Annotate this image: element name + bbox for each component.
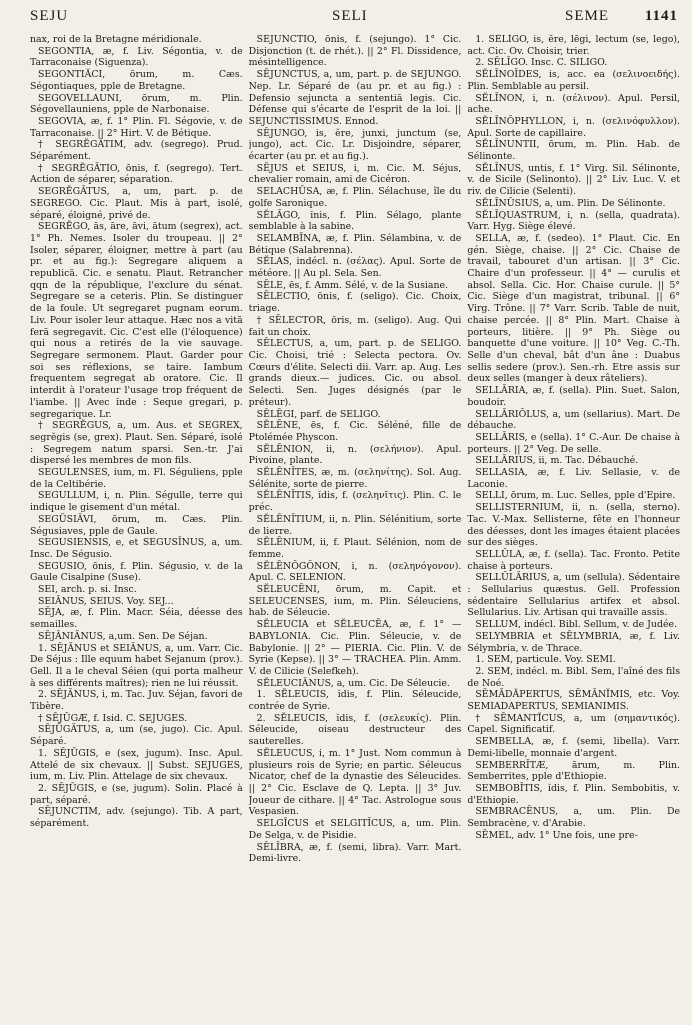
dictionary-entry: SĔLĒNĪTIS, ĭdis, f. (σεληνῖτις). Plin. C. le préc. (248, 490, 462, 514)
dictionary-entry: SĒLĒGI, parf. de SELIGO. (256, 408, 381, 420)
column-right (467, 34, 680, 1019)
dictionary-entry: SEGONTIĂCI, ōrum, m. Cæs. Ségontiaques, pple de Bretagne. (30, 69, 243, 92)
dictionary-entry: SEGULENSES, ium, m. Fl. Séguliens, pple de la Celtibérie. (30, 467, 243, 490)
dictionary-entry: 2. SĒJŪGIS, e (se, jugum). Solin. Placé à part, séparé. (30, 783, 243, 806)
dictionary-entry: SEGŪSIĀVI, ōrum, m. Cæs. Plin. Ségusiaves, pple de Gaule. (30, 513, 243, 537)
dictionary-entry: SELLASIA, æ, f. Liv. Sellasie, v. de Laconie. (467, 467, 681, 490)
dictionary-entry: SEGULLUM, i, n. Plin. Ségulle, terre qui indique le gisement d'un métal. (30, 490, 243, 514)
dictionary-entry: SEI, arch. p. si. Insc. (38, 584, 137, 596)
dictionary-entry: 2. SĒJĀNUS, i, m. Tac. Juv. Séjan, favori de Tibère. (30, 689, 243, 713)
dictionary-entry: SELYMBRIA et SĒLYMBRIA, æ, f. Liv. Sélymbria, v. de Thrace. (467, 630, 681, 654)
dictionary-entry: SĔLEUCUS, i, m. 1° Just. Nom commun à plusieurs rois de Syrie; en partic. Séleucus Nicator, chef de la dynastie des Séleucides. || 2° Cic. Esclave de Q. Lepta. || 3° Juv. Joueur de cithare. || 4° Tac. Astrologue sous Vespasien. (248, 747, 462, 818)
dictionary-entry: SĔLAS, indécl. n. (σέλας). Apul. Sorte de météore. || Au pl. Sela. Sen. (248, 256, 462, 280)
dictionary-entry: SELLĀRIUS, ii, m. Tac. Débauché. (475, 455, 639, 467)
page-number: 1141 (644, 8, 678, 24)
dictionary-entry: † SĒJŪGÆ, f. Isid. C. SEJUGES. (38, 712, 188, 724)
dictionary-entry: SELAMBĪNA, æ, f. Plin. Sélambina, v. de Bétique (Salabrenna). (248, 232, 462, 256)
dictionary-entry: 2. SĔLEUCIS, ĭdis, f. (σελευκίς). Plin. Séleucide, oiseau destructeur des sauterelles. (248, 712, 462, 748)
dictionary-entry: SĔLĪNUNTII, ōrum, m. Plin. Hab. de Sélinonte. (467, 139, 681, 163)
dictionary-entry: SELLŬLA, æ, f. (sella). Tac. Fronto. Petite chaise à porteurs. (467, 548, 681, 572)
dictionary-entry: SELLĀRIA, æ, f. (sella). Plin. Suet. Salon, boudoir. (467, 385, 681, 408)
dictionary-entry: SELLISTERNIUM, ii, n. (sella, sterno). Tac. V.-Max. Sellisterne, fête en l'honneur des déesses, dont les images étaient placées sur des sièges. (467, 502, 681, 549)
dictionary-entry: SĒJŪGĀTUS, a, um (se, jugo). Cic. Apul. Séparé. (30, 724, 243, 748)
dictionary-entry: 1. SĒLĪGO, is, ĕre, lēgi, lectum (se, lego), act. Cic. Ov. Choisir, trier. (467, 34, 681, 57)
dictionary-entry: † SĒMANTĬCUS, a, um (σημαντικός). Capel. Significatif. (467, 712, 681, 736)
dictionary-entry: SELLUM, indécl. Bibl. Sellum, v. de Judée. (475, 619, 678, 631)
dictionary-entry: SELLŬLĀRIUS, a, um (sellula). Sédentaire : Sellularius quæstus. Gell. Profession sédentaire Sellularius artifex et absol. Sellularius. Liv. Artisan qui travaille assis. (467, 572, 681, 619)
dictionary-entry: SĔLĒNE, ēs, f. Cic. Séléné, fille de Ptolémée Physcon. (248, 420, 462, 443)
dictionary-entry: SEMBERRĪTÆ, ārum, m. Plin. Semberrites, pple d'Ethiopie. (467, 759, 681, 783)
dictionary-entry: SĔLĪNON, i, n. (σέλινον). Apul. Persil, ache. (467, 92, 681, 116)
dictionary-entry: SEGONTIA, æ, f. Liv. Ségontia, v. de Tarraconaise (Siguenza). (30, 45, 243, 69)
dictionary-entry: SĔLEUCIA et SĔLEUCĒA, æ, f. 1° — BABYLONIA. Cic. Plin. Séleucie, v. de Babylonie. || 2° — PIERIA. Cic. Plin. V. de Syrie (Kepse). || 3° — TRACHEA. Plin. Amm. V. de Cilicie (Selefkeh). (248, 619, 462, 677)
left-running-head: SEJU (30, 8, 69, 24)
dictionary-entry: SĔLĒNĪTES, æ, m. (σεληνίτης). Sol. Aug. Sélénite, sorte de pierre. (248, 467, 462, 490)
dictionary-body (30, 34, 680, 1019)
dictionary-entry: 1. SĒJĀNUS et SEIĀNUS, a, um. Varr. Cic. De Séjus : Ille equum habet Sejanum (prov.). Gell. Il a le cheval Séien (qui porta malheur à ses différents maîtres); rien ne lui réussit. (30, 642, 243, 689)
column-middle (249, 34, 462, 1019)
dictionary-entry: SĒJA, æ, f. Plin. Macr. Séia, déesse des semailles. (30, 607, 243, 631)
dictionary-entry: SEMBOBĪTIS, ĭdis, f. Plin. Sembobitis, v. d'Ethiopie. (467, 783, 681, 806)
dictionary-entry: 1. SEM, particule. Voy. SEMI. (475, 654, 616, 666)
dictionary-entry: SĔLĒNĪTIUM, ii, n. Plin. Sélénitium, sorte de lierre. (248, 513, 462, 537)
dictionary-entry: SEGOVELLAUNI, ōrum, m. Plin. Ségovellauniens, pple de Narbonaise. (30, 92, 243, 116)
dictionary-entry: SEIĀNUS, SEIUS. Voy. SEJ... (38, 595, 174, 607)
dictionary-entry: SEGUSIO, ōnis, f. Plin. Ségusio, v. de la Gaule Cisalpine (Suse). (30, 560, 243, 584)
dictionary-entry: SELLĀRIS, e (sella). 1° C.-Aur. De chaise à porteurs. || 2° Veg. De selle. (467, 431, 681, 455)
dictionary-entry: SĔLĪNŎPHYLLON, i, n. (σελινόφυλλον). Apul. Sorte de capillaire. (467, 115, 681, 139)
dictionary-entry: † SEGRĔGĀTIM, adv. (segrego). Prud. Séparément. (30, 139, 243, 163)
dictionary-entry: † SEGRĔGĀTIO, ōnis, f. (segrego). Tert. Action de séparer, séparation. (30, 162, 243, 186)
dictionary-entry: SELLA, æ, f. (sedeo). 1° Plaut. Cic. En gén. Siège, chaise. || 2° Cic. Chaise de travail, tabouret d'un artisan. || 3° Cic. Chaire d'un professeur. || 4° — curulis et absol. Sella. Cic. Hor. Chaise curule. || 5° Cic. Siège d'un magistrat, tribunal. || 6° Virg. Trône. || 7° Varr. Scrib. Table de nuit, chaise percée. || 8° Plin. Mart. Chaise à porteurs, litière. || 9° Ph. Siège ou banquette d'une voiture. || 10° Veg. C.-Th. Selle d'un cheval, bât d'un âne : Duabus sellis sedere (prov.). Sen.-rh. Etre assis sur deux selles (manger à deux râteliers). (467, 232, 681, 385)
dictionary-entry: SĔLĒNION, ii, n. (σελήνιον). Apul. Pivoine, plante. (248, 443, 462, 467)
dictionary-entry: 1. SĔLEUCIS, ĭdis, f. Plin. Séleucide, contrée de Syrie. (248, 689, 462, 713)
dictionary-entry: SĒJUNCTIO, ōnis, f. (sejungo). 1° Cic. Disjonction (t. de rhét.). || 2° Fl. Dissidence, mésintelligence. (248, 34, 462, 69)
dictionary-entry: SĒJĀNIĀNUS, a,um. Sen. De Séjan. (38, 630, 208, 642)
dictionary-entry: SEGRĔGO, ās, āre, āvi, ātum (segrex), act. 1° Ph. Nemes. Isoler du troupeau. || 2° Isoler, séparer, éloigner, mettre à part (au pr. et au fig.): Segregare aliquem a republicā. Cic. e senatu. Plaut. Retrancher qqn de la république, l'exclure du sénat. Segregare se a ceteris. Plin. Se distinguer de la foule. Ut segregaret pugnam eorum. Liv. Pour isoler leur attaque. Hæc nos a vitā ferā segregavit. Cic. C'est elle (l'éloquence) qui nous a retirés de la vie sauvage. Segregare sermonem. Plaut. Garder pour soi ses réflexions, se taire. Iambum frequentem segregat ab oratore. Cic. Il interdit à l'orateur l'usage trop fréquent de l'iambe. || Avec ĭnde : Seque gregari, p. segregarique. Lr. (30, 221, 243, 420)
dictionary-entry: 1. SĒJŪGIS, e (sex, jugum). Insc. Apul. Attelé de six chevaux. || Subst. SEJUGES, ium, m. Liv. Plin. Attelage de six chevaux. (30, 747, 243, 783)
dictionary-entry: SEGRĔGĀTUS, a, um, part. p. de SEGREGO. Cic. Plaut. Mis à part, isolé, séparé, éloigné, privé de. (30, 186, 243, 221)
dictionary-entry: SĔLĀGO, ĭnis, f. Plin. Sélago, plante semblable à la sabine. (248, 209, 462, 233)
dictionary-entry: SĔLĪNUS, untis, f. 1° Virg. Sil. Sélinonte, v. de Sicile (Selinonto). || 2° Liv. Luc. V. et riv. de Cilicie (Selenti). (467, 162, 681, 198)
center-running-head: SELI (332, 8, 368, 24)
page-header (30, 8, 678, 28)
dictionary-entry: 2. SEM, indécl. m. Bibl. Sem, l'aîné des fils de Noé. (467, 665, 681, 689)
dictionary-entry: SELLĀRIŎLUS, a, um (sellarius). Mart. De débauche. (467, 408, 681, 432)
dictionary-entry: SĔLEUCĒNI, ōrum, m. Capit. et SELEUCENSES, ium, m. Plin. Séleuciens, hab. de Séleucie. (248, 584, 462, 619)
dictionary-entry: SEMBELLA, æ, f. (semi, libella). Varr. Demi-libelle, monnaie d'argent. (467, 736, 681, 759)
dictionary-entry: SĒLECTIO, ōnis, f. (seligo). Cic. Choix, triage. (248, 291, 462, 315)
dictionary-entry: SĔLĒNŎGŎNON, i, n. (σεληνόγονον). Apul. C. SELENION. (248, 560, 462, 584)
dictionary-entry: SĔLĒNIUM, ii, f. Plaut. Sélénion, nom de femme. (248, 537, 462, 560)
dictionary-entry: nax, roi de la Bretagne méridionale. (30, 34, 202, 45)
dictionary-entry: SĒJUNGO, is, ĕre, junxi, junctum (se, jungo), act. Cic. Lr. Disjoindre, séparer, écarter (au pr. et au fig.). (248, 127, 462, 163)
dictionary-entry: † SĒLECTOR, ōris, m. (seligo). Aug. Qui fait un choix. (248, 314, 462, 338)
dictionary-entry: SELGĪCUS et SELGITĪCUS, a, um. Plin. De Selga, v. de Pisidie. (248, 818, 462, 841)
column-left (30, 34, 243, 1019)
dictionary-entry: SĒLE, ēs, f. Amm. Sélé, v. de la Susiane. (256, 279, 449, 291)
dictionary-entry: SĒMEL, adv. 1° Une fois, une pre- (475, 829, 638, 841)
dictionary-entry: SĔLEUCIĀNUS, a, um. Cic. De Séleucie. (256, 677, 450, 689)
dictionary-entry: SĒLĪBRA, æ, f. (semi, libra). Varr. Mart. Demi-livre. (248, 841, 462, 865)
dictionary-entry: SELLI, ōrum, m. Luc. Selles, pple d'Epire. (475, 490, 676, 502)
dictionary-entry: SELACHŪSA, æ, f. Plin. Sélachuse, île du golfe Saronique. (248, 186, 462, 209)
dictionary-entry: SĒMĀDĂPERTUS, SĒMĀNĬMIS, etc. Voy. SEMIADAPERTUS, SEMIANIMIS. (467, 689, 681, 713)
dictionary-entry: SEGUSIENSIS, e, et SEGUSĪNUS, a, um. Insc. De Ségusio. (30, 537, 243, 560)
dictionary-entry: SĒLECTUS, a, um, part. p. de SELIGO. Cic. Choisi, trié : Selecta pectora. Ov. Cœurs d'élite. Selecti dii. Varr. ap. Aug. Les grands dieux.— judices. Cic. ou absol. Selecti. Sen. Juges désignés (par le préteur). (248, 338, 462, 408)
dictionary-entry: SEGOVIA, æ, f. 1° Plin. Fl. Ségovie, v. de Tarraconaise. || 2° Hirt. V. de Bétique. (30, 115, 243, 139)
dictionary-entry: SĒJUNCTIM, adv. (sejungo). Tib. A part, séparément. (30, 806, 243, 830)
dictionary-entry: SĔLĪNŪSIUS, a, um. Plin. De Sélinonte. (475, 197, 666, 209)
dictionary-entry: SĒJUNCTUS, a, um, part. p. de SEJUNGO. Nep. Lr. Séparé de (au pr. et au fig.) : Defensio sejuncta a sententiā legis. Cic. Défense qui s'écarte de l'esprit de la loi. || SEJUNCTISSIMUS. Ennod. (248, 69, 462, 127)
dictionary-entry: SĒJUS et SEIUS, i, m. Cic. M. Séjus, chevalier romain, ami de Cicéron. (248, 162, 462, 186)
dictionary-entry: SĔLĪQUASTRUM, i, n. (sella, quadrata). Varr. Hyg. Siège élevé. (467, 209, 681, 233)
dictionary-entry: 2. SĒLĪGO. Insc. C. SILIGO. (475, 57, 608, 69)
right-running-head: SEME (565, 8, 610, 24)
dictionary-entry: SEMBRACĒNUS, a, um. Plin. De Sembracène, v. d'Arabie. (467, 806, 681, 830)
dictionary-entry: SĔLĪNOĪDES, is, acc. ea (σελινοειδής). Plin. Semblable au persil. (467, 69, 681, 92)
dictionary-entry: † SEGRĔGUS, a, um. Aus. et SEGREX, segrĕgis (se, grex). Plaut. Sen. Séparé, isolé : Segregem natum sparsi. Sen.-tr. J'ai dispersé les membres de mon fils. (30, 420, 243, 467)
